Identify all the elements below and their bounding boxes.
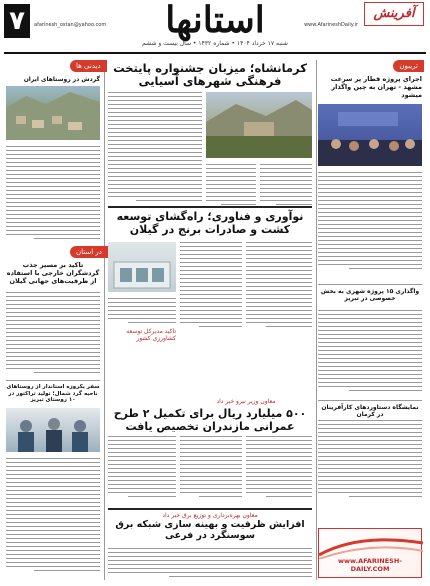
tribune-body (318, 172, 422, 272)
left-story-1-body (6, 292, 100, 376)
gilan-headline: نوآوری و فناوری؛ راه‌گشای توسعه کشت و صادرات برنج در گیلان (108, 206, 312, 236)
left-story-2-photo (6, 408, 100, 452)
tribune-photo (318, 104, 422, 166)
section-views: دیدنی ها (70, 60, 107, 72)
gilan-photo (108, 242, 176, 292)
masthead-website[interactable]: www.AfarineshDaily.ir (304, 22, 358, 28)
main-photo (206, 92, 312, 158)
bottom-body (108, 548, 312, 580)
meeting-image (318, 104, 422, 166)
mazandaran-headline: ۵۰۰ میلیارد ریال برای تکمیل ۲ طرح عمرانی مازندران تخصیص یافت (113, 407, 307, 433)
gilan-body-right (246, 242, 312, 330)
people-image (6, 408, 100, 452)
main-body-left (108, 92, 202, 204)
right-story-3-headline: نمایشگاه دستاوردهای کارآفرینان در کرمان (318, 400, 422, 418)
factory-image (108, 242, 176, 292)
gilan-body-photo-side (108, 298, 176, 326)
mazandaran-kicker: معاون وزیر نیرو خبر داد (216, 398, 276, 405)
masthead-logo: استانها (165, 0, 265, 41)
main-body-right (260, 164, 312, 208)
column-divider-right (316, 60, 317, 580)
gilan-body-middle (180, 242, 242, 330)
bottom-kicker: معاون بهره‌برداری و توزیع برق خبر داد (108, 508, 312, 519)
village-image (6, 86, 100, 140)
main-body-middle (206, 164, 256, 208)
mazandaran-body-right (246, 436, 312, 500)
masthead (0, 0, 430, 58)
left-story-2-headline: سفر یکروزه استاندار از روستاهای ناحیه گرد شمال؛ تولید تراکتور در ۱۰ روستای تبریز (6, 380, 100, 404)
landscape-image (206, 92, 312, 158)
bottom-headline: افزایش ظرفیت و بهینه سازی شبکه برق سوسنگرد در فرعی (115, 519, 305, 541)
section-tribune: تریبون (393, 60, 424, 72)
masthead-rule (4, 52, 426, 54)
date-line: شنبه ۱۷ خرداد ۱۴۰۴ • شماره ۱۴۳۲ • سال بیست و ششم (142, 40, 288, 47)
tribune-headline: اجرای پروژه قطار پر سرعت مشهد - تهران به چین واگذار میشود (330, 75, 422, 99)
section-provinces: در استان (70, 246, 108, 258)
mazandaran-body-left (108, 436, 176, 500)
left-story-1-headline: تاکید بر مسیر جذب گردشگران خارجی با استفاده از ظرفیت‌های جهانی گیلان (6, 261, 100, 285)
column-divider-left (104, 60, 105, 580)
mazandaran-body-middle (180, 436, 242, 500)
right-story-2-headline: واگذاری ۱۵ پروژه شهری به بخش خصوصی در تبریز (318, 284, 422, 302)
page-number: ۷ (4, 4, 30, 38)
right-story-3-body (318, 420, 422, 500)
gilan-kicker: تاکید مدیرکل توسعه کشاورزی کشور (126, 328, 176, 342)
main-headline: کرمانشاه؛ میزبان جشنواره پایتخت فرهنگی شهرهای آسیایی (113, 61, 307, 89)
left-story-2-body (6, 458, 100, 574)
ad-swoosh (319, 529, 423, 559)
right-story-2-body (318, 310, 422, 394)
masthead-email[interactable]: afarinesh_ostan@yahoo.com (34, 22, 107, 28)
views-body (6, 146, 100, 242)
village-photo (6, 86, 100, 140)
brand-logo: آفرینش (364, 2, 424, 26)
ad-url: www.AFARINESH-DAILY.COM (338, 557, 402, 573)
views-title: گردش در روستاهای ایران (23, 76, 100, 83)
website-ad[interactable] (318, 528, 422, 578)
